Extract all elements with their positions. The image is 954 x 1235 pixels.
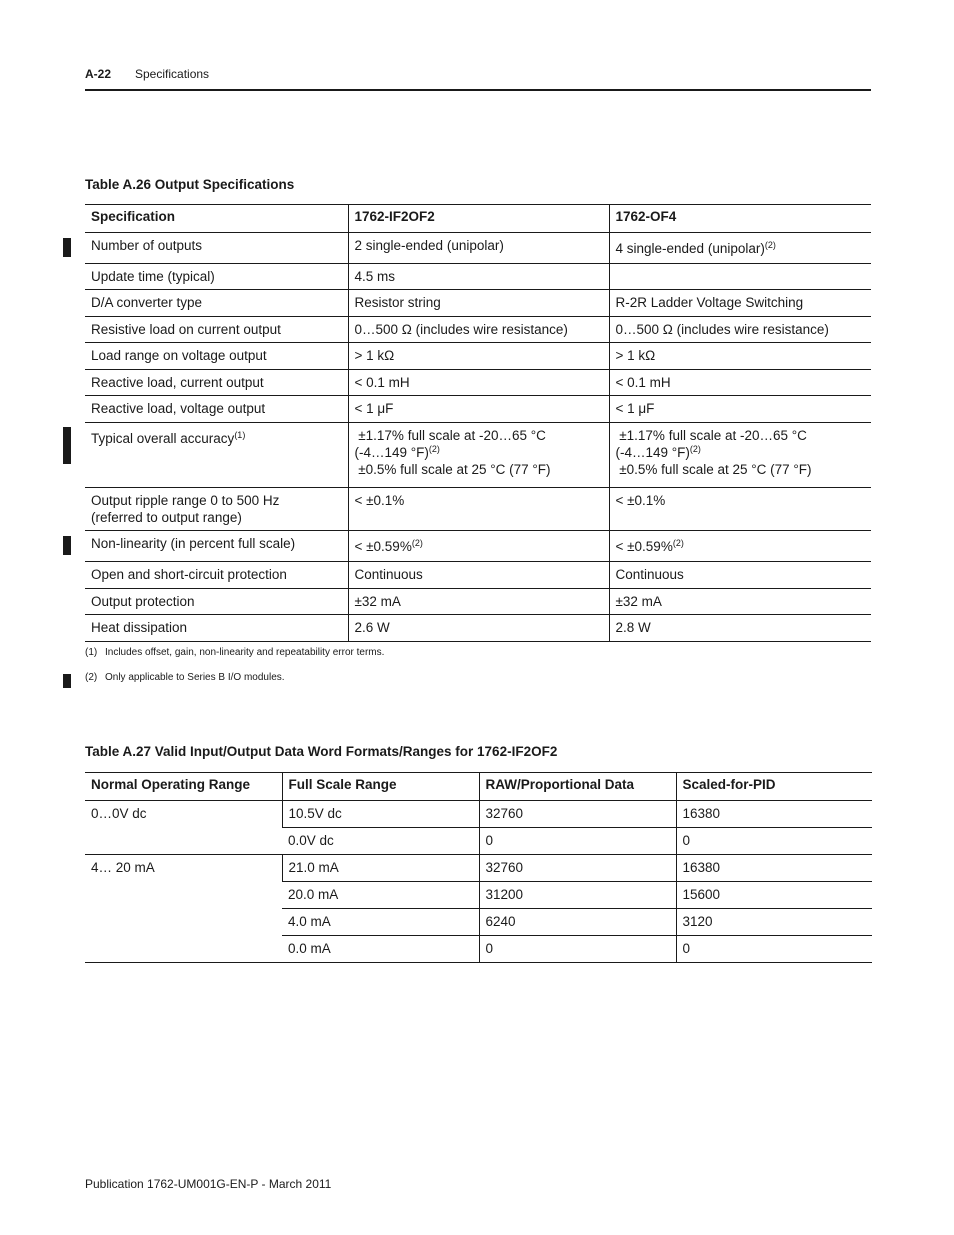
spec-cell: Output protection [85,589,348,615]
spec-cell: Resistive load on current output [85,317,348,343]
footnote-ref: (2) [689,444,701,454]
change-bar [63,674,71,688]
value-cell: 0.0V dc [282,828,479,855]
value-cell: Continuous [348,562,609,589]
value-cell: 2.6 W [348,615,609,642]
table-title: Table A.27 Valid Input/Output Data Word Formats/Ranges for 1762-IF2OF2 [85,744,558,759]
table-row [85,343,871,370]
footnote-ref: (2) [411,538,423,548]
spec-cell: D/A converter type [85,290,348,317]
value-cell: > 1 kΩ [348,343,609,370]
value-cell: 16380 [676,801,872,828]
section-title: Specifications [135,67,210,81]
value-cell: 4.0 mA [282,909,479,936]
value-cell: R-2R Ladder Voltage Switching [609,290,871,317]
value-cell: ±1.17% full scale at -20…65 °C (-4…149 °F)$^{(2)}$ ±0.5% full scale at 25 °C (77 °F) [609,423,871,488]
column-header: Scaled-for-PID [676,773,872,801]
spec-cell: Typical overall accuracy$^{(1)}$ [85,423,348,488]
publication-footer: Publication 1762-UM001G-EN-P - March 2011 [85,1177,332,1191]
value-cell: 2.8 W [609,615,871,642]
value-cell: 0 [479,828,676,855]
table-row [85,370,871,396]
value-cell [609,264,871,290]
value-cell: 16380 [676,855,872,882]
change-bar [63,238,71,257]
table-row [85,488,871,531]
value-cell: 32760 [479,855,676,882]
spec-cell: Update time (typical) [85,264,348,290]
value-cell: 0 [479,936,676,963]
value-cell: ±1.17% full scale at -20…65 °C (-4…149 °F)$^{(2)}$ ±0.5% full scale at 25 °C (77 °F) [348,423,609,488]
footnote-ref: (2) [672,538,684,548]
value-cell: 32760 [479,801,676,828]
page-number: A-22 [85,67,112,81]
value-cell: 10.5V dc [282,801,479,828]
value-cell: 2 single-ended (unipolar) [348,233,609,264]
footnote-ref: (2) [764,240,776,250]
column-header: Full Scale Range [282,773,479,801]
value-cell: 4 single-ended (unipolar)$^{(2)}$ [609,233,871,264]
value-cell: 4.5 ms [348,264,609,290]
value-cell: Resistor string [348,290,609,317]
value-cell: 3120 [676,909,872,936]
value-cell: < ±0.59%$^{(2)}$ [348,531,609,562]
value-cell: 0 [676,828,872,855]
value-cell: 20.0 mA [282,882,479,909]
footnote-ref: (2) [428,444,440,454]
table-row [85,396,871,423]
value-cell: ±32 mA [348,589,609,615]
footnote: (2) Only applicable to Series B I/O modules. [85,672,285,683]
column-header: RAW/Proportional Data [479,773,676,801]
value-cell: 15600 [676,882,872,909]
value-cell: < ±0.59%$^{(2)}$ [609,531,871,562]
range-cell: 0…0V dc [85,801,282,855]
column-header: 1762-IF2OF2 [348,205,609,233]
table-row [85,562,871,589]
footnote-ref: (1) [234,430,246,440]
value-cell: 21.0 mA [282,855,479,882]
column-header: Normal Operating Range [85,773,282,801]
value-cell: Continuous [609,562,871,589]
value-cell: 0…500 Ω (includes wire resistance) [348,317,609,343]
table-header-row [85,205,871,233]
table-row [85,855,872,882]
value-cell: 0 [676,936,872,963]
value-cell: < ±0.1% [609,488,871,531]
value-cell: < 0.1 mH [348,370,609,396]
value-cell: < ±0.1% [348,488,609,531]
table-title: Table A.26 Output Specifications [85,177,295,192]
spec-cell: Heat dissipation [85,615,348,642]
range-cell: 4… 20 mA [85,855,282,963]
column-header: Specification [85,205,348,233]
value-cell: > 1 kΩ [609,343,871,370]
data-word-formats-table [85,772,872,963]
change-bar [63,427,71,464]
output-specifications-table [85,204,871,642]
value-cell: 6240 [479,909,676,936]
value-cell: ±32 mA [609,589,871,615]
spec-cell: Output ripple range 0 to 500 Hz (referred to output range) [85,488,348,531]
value-cell: 0…500 Ω (includes wire resistance) [609,317,871,343]
table-row [85,290,871,317]
table-row [85,589,871,615]
spec-cell: Number of outputs [85,233,348,264]
spec-cell: Open and short-circuit protection [85,562,348,589]
spec-cell: Reactive load, current output [85,370,348,396]
table-row [85,801,872,828]
value-cell: 31200 [479,882,676,909]
footnote: (1) Includes offset, gain, non-linearity and repeatability error terms. [85,647,385,658]
value-cell: < 1 μF [348,396,609,423]
value-cell: 0.0 mA [282,936,479,963]
header-rule [85,89,871,91]
table-row [85,531,871,562]
spec-cell: Reactive load, voltage output [85,396,348,423]
change-bar [63,536,71,555]
table-row [85,233,871,264]
column-header: 1762-OF4 [609,205,871,233]
table-header-row [85,773,872,801]
table-row [85,317,871,343]
value-cell: < 1 μF [609,396,871,423]
spec-cell: Non-linearity (in percent full scale) [85,531,348,562]
table-row [85,615,871,642]
value-cell: < 0.1 mH [609,370,871,396]
table-row [85,423,871,488]
table-row [85,264,871,290]
spec-cell: Load range on voltage output [85,343,348,370]
